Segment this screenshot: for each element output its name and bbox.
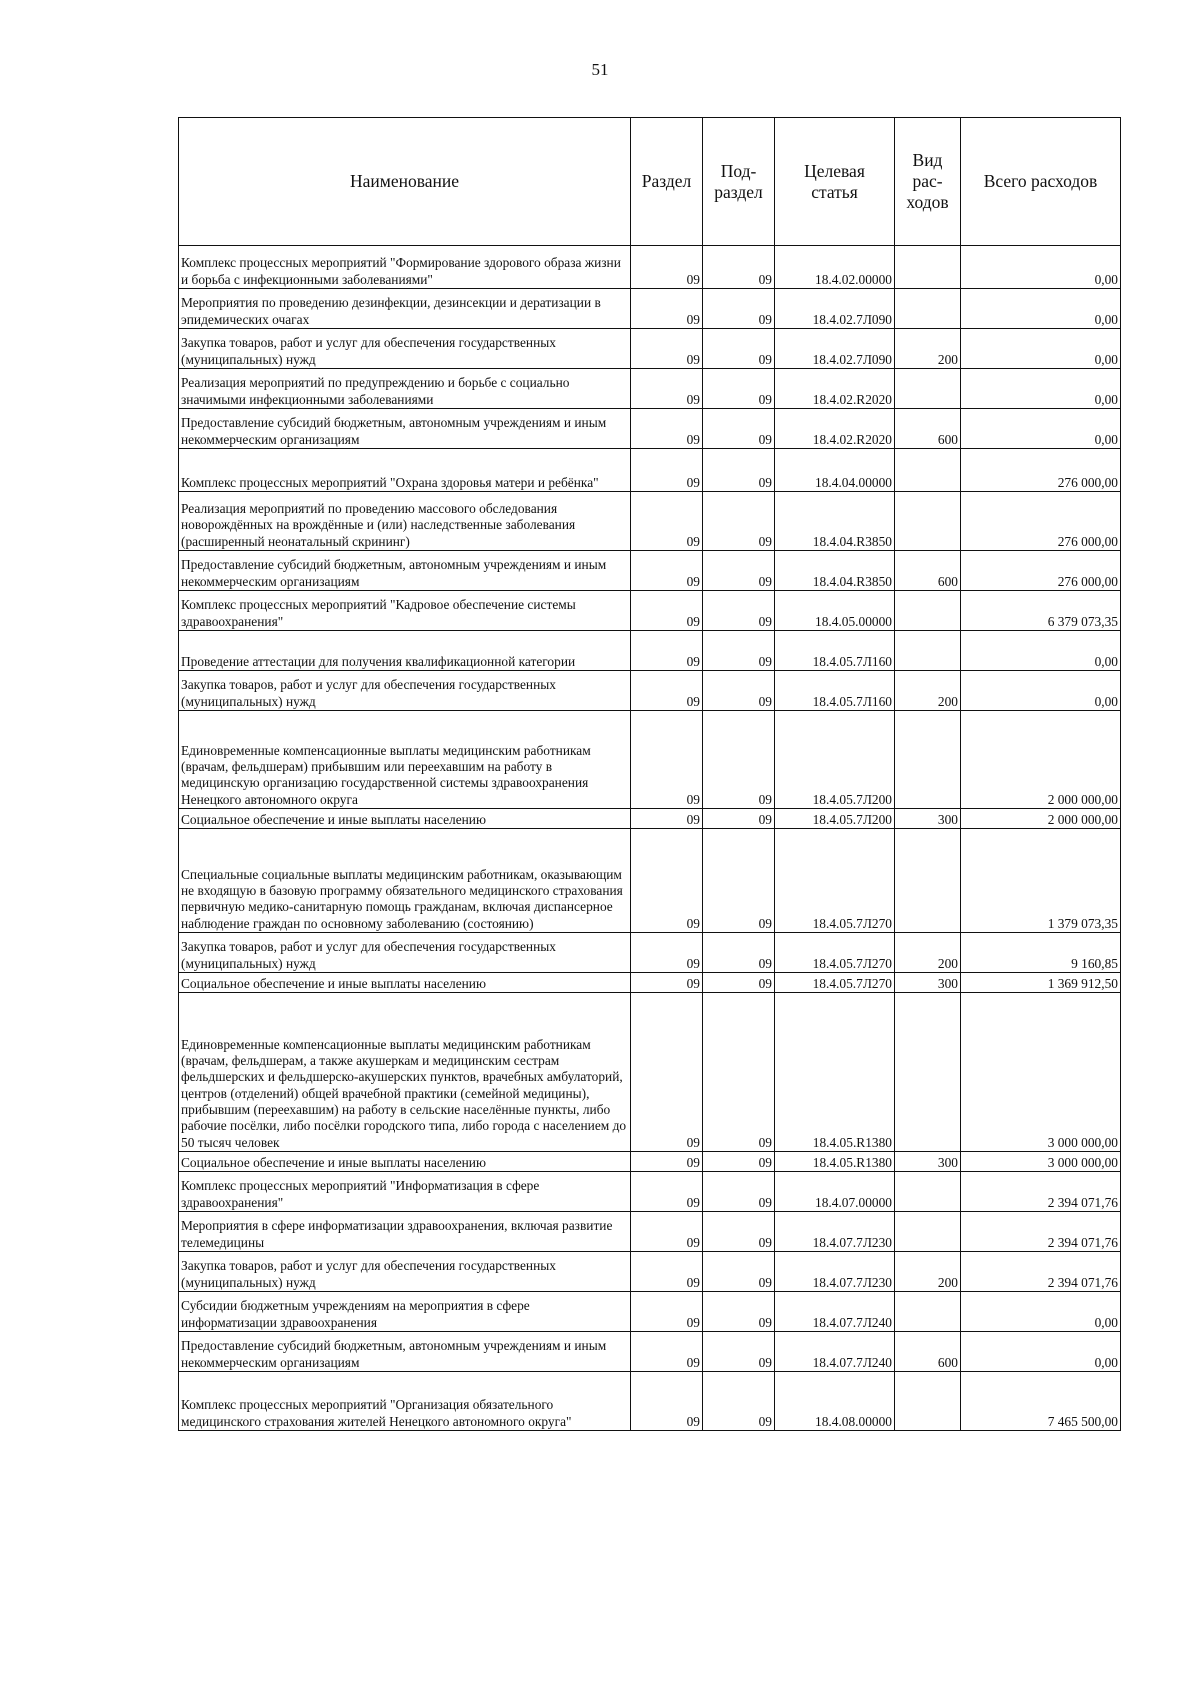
cell-total: 2 000 000,00 xyxy=(961,711,1121,809)
cell-name: Социальное обеспечение и иные выплаты населению xyxy=(179,809,631,829)
cell-total: 2 394 071,76 xyxy=(961,1212,1121,1252)
cell-section: 09 xyxy=(631,591,703,631)
cell-total: 1 379 073,35 xyxy=(961,829,1121,933)
cell-section: 09 xyxy=(631,289,703,329)
cell-target: 18.4.02.7Л090 xyxy=(775,289,895,329)
cell-subsection: 09 xyxy=(703,993,775,1152)
cell-section: 09 xyxy=(631,933,703,973)
page-number: 51 xyxy=(591,60,609,79)
cell-section: 09 xyxy=(631,409,703,449)
cell-section: 09 xyxy=(631,829,703,933)
cell-section: 09 xyxy=(631,1252,703,1292)
table-row xyxy=(179,591,1121,631)
cell-total: 0,00 xyxy=(961,1292,1121,1332)
cell-section: 09 xyxy=(631,711,703,809)
table-row xyxy=(179,1212,1121,1252)
cell-kind xyxy=(895,1292,961,1332)
table-row xyxy=(179,551,1121,591)
table-row xyxy=(179,289,1121,329)
cell-kind xyxy=(895,993,961,1152)
table-row xyxy=(179,1172,1121,1212)
table-row xyxy=(179,492,1121,551)
cell-total: 2 394 071,76 xyxy=(961,1252,1121,1292)
cell-name: Реализация мероприятий по предупреждению и борьбе с социально значимыми инфекционными заболеваниями xyxy=(179,369,631,409)
cell-kind xyxy=(895,1372,961,1431)
cell-target: 18.4.07.7Л230 xyxy=(775,1252,895,1292)
cell-total: 0,00 xyxy=(961,289,1121,329)
cell-name: Специальные социальные выплаты медицинским работникам, оказывающим не входящую в базовую программу обязательного медицинского страхования первичную медико-санитарную помощь гражданам, включая диспансерное наблюдение граждан по основному заболеванию (состоянию) xyxy=(179,829,631,933)
table-row xyxy=(179,711,1121,809)
cell-total: 276 000,00 xyxy=(961,449,1121,492)
table-row xyxy=(179,829,1121,933)
table-row xyxy=(179,1292,1121,1332)
cell-name: Комплекс процессных мероприятий "Охрана здоровья матери и ребёнка" xyxy=(179,449,631,492)
table-row xyxy=(179,631,1121,671)
cell-section: 09 xyxy=(631,671,703,711)
cell-kind xyxy=(895,369,961,409)
cell-subsection: 09 xyxy=(703,973,775,993)
cell-name: Комплекс процессных мероприятий "Организация обязательного медицинского страхования жителей Ненецкого автономного округа" xyxy=(179,1372,631,1431)
table-row xyxy=(179,409,1121,449)
cell-subsection: 09 xyxy=(703,551,775,591)
cell-name: Комплекс процессных мероприятий "Формирование здорового образа жизни и борьба с инфекционными заболеваниями" xyxy=(179,246,631,289)
cell-subsection: 09 xyxy=(703,329,775,369)
table-body xyxy=(179,246,1121,1431)
cell-target: 18.4.04.00000 xyxy=(775,449,895,492)
cell-name: Субсидии бюджетным учреждениям на мероприятия в сфере информатизации здравоохранения xyxy=(179,1292,631,1332)
cell-total: 0,00 xyxy=(961,369,1121,409)
cell-subsection: 09 xyxy=(703,631,775,671)
cell-total: 6 379 073,35 xyxy=(961,591,1121,631)
cell-section: 09 xyxy=(631,329,703,369)
cell-kind: 300 xyxy=(895,1152,961,1172)
cell-section: 09 xyxy=(631,1152,703,1172)
cell-subsection: 09 xyxy=(703,409,775,449)
header-total: Всего расходов xyxy=(961,118,1121,246)
header-target: Целевая статья xyxy=(775,118,895,246)
cell-kind: 600 xyxy=(895,551,961,591)
cell-target: 18.4.07.7Л240 xyxy=(775,1292,895,1332)
cell-target: 18.4.02.R2020 xyxy=(775,409,895,449)
cell-name: Закупка товаров, работ и услуг для обеспечения государственных (муниципальных) нужд xyxy=(179,1252,631,1292)
header-name: Наименование xyxy=(179,118,631,246)
cell-kind: 200 xyxy=(895,1252,961,1292)
table-row xyxy=(179,449,1121,492)
cell-target: 18.4.05.7Л160 xyxy=(775,631,895,671)
cell-kind: 300 xyxy=(895,809,961,829)
cell-name: Единовременные компенсационные выплаты медицинским работникам (врачам, фельдшерам) прибывшим или переехавшим на работу в медицинскую организацию государственной системы здравоохранения Ненецкого автономного округа xyxy=(179,711,631,809)
cell-name: Мероприятия в сфере информатизации здравоохранения, включая развитие телемедицины xyxy=(179,1212,631,1252)
cell-section: 09 xyxy=(631,993,703,1152)
cell-name: Проведение аттестации для получения квалификационной категории xyxy=(179,631,631,671)
cell-kind xyxy=(895,631,961,671)
cell-name: Предоставление субсидий бюджетным, автономным учреждениям и иным некоммерческим организациям xyxy=(179,551,631,591)
cell-subsection: 09 xyxy=(703,1172,775,1212)
cell-subsection: 09 xyxy=(703,933,775,973)
budget-table xyxy=(178,117,1121,1431)
cell-target: 18.4.05.7Л270 xyxy=(775,933,895,973)
cell-kind xyxy=(895,492,961,551)
cell-name: Мероприятия по проведению дезинфекции, дезинсекции и дератизации в эпидемических очагах xyxy=(179,289,631,329)
cell-section: 09 xyxy=(631,246,703,289)
cell-kind: 200 xyxy=(895,329,961,369)
cell-target: 18.4.07.7Л230 xyxy=(775,1212,895,1252)
table-row xyxy=(179,933,1121,973)
cell-subsection: 09 xyxy=(703,289,775,329)
cell-target: 18.4.07.7Л240 xyxy=(775,1332,895,1372)
table-row xyxy=(179,1372,1121,1431)
cell-name: Предоставление субсидий бюджетным, автономным учреждениям и иным некоммерческим организациям xyxy=(179,1332,631,1372)
cell-name: Закупка товаров, работ и услуг для обеспечения государственных (муниципальных) нужд xyxy=(179,671,631,711)
cell-kind: 600 xyxy=(895,1332,961,1372)
cell-name: Комплекс процессных мероприятий "Информатизация в сфере здравоохранения" xyxy=(179,1172,631,1212)
cell-kind xyxy=(895,1172,961,1212)
cell-target: 18.4.05.00000 xyxy=(775,591,895,631)
cell-total: 1 369 912,50 xyxy=(961,973,1121,993)
cell-target: 18.4.02.7Л090 xyxy=(775,329,895,369)
cell-name: Закупка товаров, работ и услуг для обеспечения государственных (муниципальных) нужд xyxy=(179,933,631,973)
cell-subsection: 09 xyxy=(703,1252,775,1292)
cell-total: 0,00 xyxy=(961,631,1121,671)
cell-target: 18.4.05.7Л270 xyxy=(775,973,895,993)
cell-name: Предоставление субсидий бюджетным, автономным учреждениям и иным некоммерческим организациям xyxy=(179,409,631,449)
table-row xyxy=(179,1332,1121,1372)
cell-total: 276 000,00 xyxy=(961,551,1121,591)
table-row xyxy=(179,329,1121,369)
cell-target: 18.4.08.00000 xyxy=(775,1372,895,1431)
cell-name: Закупка товаров, работ и услуг для обеспечения государственных (муниципальных) нужд xyxy=(179,329,631,369)
cell-subsection: 09 xyxy=(703,591,775,631)
cell-section: 09 xyxy=(631,369,703,409)
cell-name: Комплекс процессных мероприятий "Кадровое обеспечение системы здравоохранения" xyxy=(179,591,631,631)
cell-total: 2 000 000,00 xyxy=(961,809,1121,829)
cell-total: 9 160,85 xyxy=(961,933,1121,973)
cell-kind: 300 xyxy=(895,973,961,993)
cell-section: 09 xyxy=(631,492,703,551)
table-header-row xyxy=(179,118,1121,246)
cell-target: 18.4.02.R2020 xyxy=(775,369,895,409)
cell-section: 09 xyxy=(631,449,703,492)
cell-total: 0,00 xyxy=(961,246,1121,289)
cell-target: 18.4.05.7Л270 xyxy=(775,829,895,933)
table-row xyxy=(179,246,1121,289)
cell-name: Социальное обеспечение и иные выплаты населению xyxy=(179,973,631,993)
table-row xyxy=(179,809,1121,829)
cell-total: 3 000 000,00 xyxy=(961,993,1121,1152)
cell-subsection: 09 xyxy=(703,449,775,492)
cell-target: 18.4.05.7Л160 xyxy=(775,671,895,711)
cell-kind xyxy=(895,591,961,631)
cell-subsection: 09 xyxy=(703,671,775,711)
cell-total: 0,00 xyxy=(961,329,1121,369)
cell-section: 09 xyxy=(631,973,703,993)
cell-subsection: 09 xyxy=(703,1372,775,1431)
cell-total: 2 394 071,76 xyxy=(961,1172,1121,1212)
table-row xyxy=(179,1152,1121,1172)
cell-target: 18.4.04.R3850 xyxy=(775,492,895,551)
cell-kind xyxy=(895,1212,961,1252)
cell-section: 09 xyxy=(631,809,703,829)
table-row xyxy=(179,671,1121,711)
cell-section: 09 xyxy=(631,1332,703,1372)
cell-total: 7 465 500,00 xyxy=(961,1372,1121,1431)
cell-kind xyxy=(895,449,961,492)
cell-total: 0,00 xyxy=(961,409,1121,449)
header-subsection: Под- раздел xyxy=(703,118,775,246)
cell-subsection: 09 xyxy=(703,809,775,829)
cell-kind xyxy=(895,246,961,289)
cell-subsection: 09 xyxy=(703,246,775,289)
cell-kind: 200 xyxy=(895,933,961,973)
cell-total: 276 000,00 xyxy=(961,492,1121,551)
cell-section: 09 xyxy=(631,1292,703,1332)
cell-target: 18.4.05.7Л200 xyxy=(775,809,895,829)
table-row xyxy=(179,369,1121,409)
header-kind: Вид рас- ходов xyxy=(895,118,961,246)
cell-subsection: 09 xyxy=(703,829,775,933)
cell-section: 09 xyxy=(631,631,703,671)
cell-section: 09 xyxy=(631,1372,703,1431)
cell-subsection: 09 xyxy=(703,369,775,409)
cell-section: 09 xyxy=(631,1172,703,1212)
cell-subsection: 09 xyxy=(703,492,775,551)
cell-target: 18.4.07.00000 xyxy=(775,1172,895,1212)
cell-total: 0,00 xyxy=(961,671,1121,711)
cell-target: 18.4.05.R1380 xyxy=(775,1152,895,1172)
cell-target: 18.4.05.7Л200 xyxy=(775,711,895,809)
cell-subsection: 09 xyxy=(703,1152,775,1172)
cell-subsection: 09 xyxy=(703,711,775,809)
table-row xyxy=(179,1252,1121,1292)
cell-target: 18.4.04.R3850 xyxy=(775,551,895,591)
cell-name: Социальное обеспечение и иные выплаты населению xyxy=(179,1152,631,1172)
cell-subsection: 09 xyxy=(703,1292,775,1332)
cell-name: Единовременные компенсационные выплаты медицинским работникам (врачам, фельдшерам, а также акушеркам и медицинским сестрам фельдшерских и фельдшерско-акушерских пунктов, врачебных амбулаторий, центров (отделений) общей врачебной практики (семейной медицины), прибывшим (переехавшим) на работу в сельские населённые пункты, либо рабочие посёлки, либо посёлки городского типа, либо города с населением до 50 тысяч человек xyxy=(179,993,631,1152)
table-row xyxy=(179,973,1121,993)
table-row xyxy=(179,993,1121,1152)
cell-kind xyxy=(895,711,961,809)
cell-kind: 200 xyxy=(895,671,961,711)
cell-total: 0,00 xyxy=(961,1332,1121,1372)
cell-section: 09 xyxy=(631,1212,703,1252)
cell-subsection: 09 xyxy=(703,1212,775,1252)
cell-target: 18.4.05.R1380 xyxy=(775,993,895,1152)
cell-total: 3 000 000,00 xyxy=(961,1152,1121,1172)
cell-subsection: 09 xyxy=(703,1332,775,1372)
cell-kind xyxy=(895,289,961,329)
cell-section: 09 xyxy=(631,551,703,591)
cell-name: Реализация мероприятий по проведению массового обследования новорождённых на врождённые и (или) наследственные заболевания (расширенный неонатальный скрининг) xyxy=(179,492,631,551)
cell-kind xyxy=(895,829,961,933)
cell-target: 18.4.02.00000 xyxy=(775,246,895,289)
header-section: Раздел xyxy=(631,118,703,246)
cell-kind: 600 xyxy=(895,409,961,449)
